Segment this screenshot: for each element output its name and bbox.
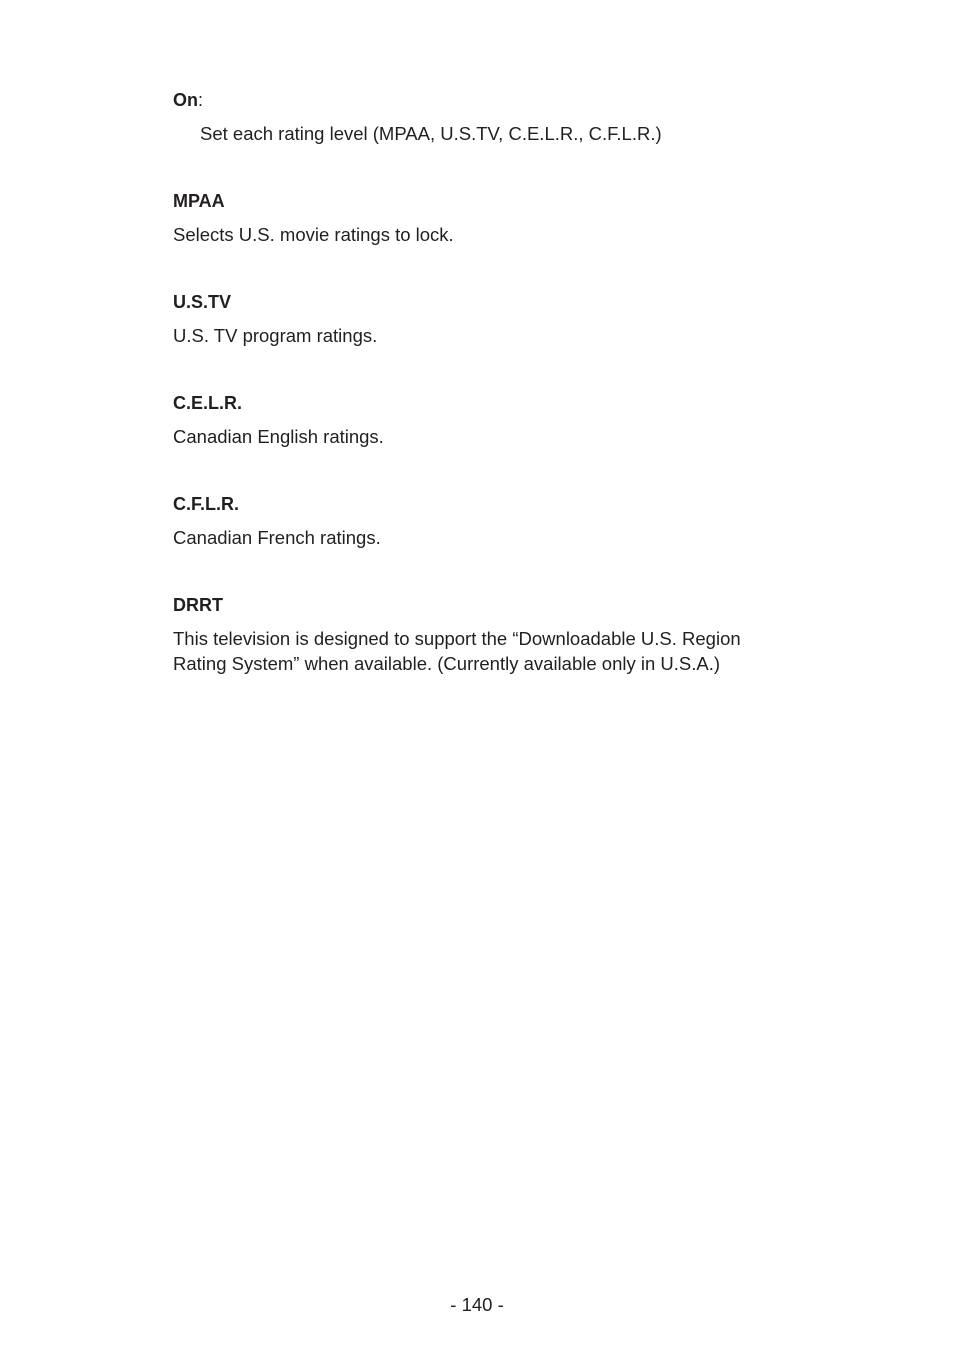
ustv-heading: U.S.TV: [173, 292, 232, 312]
celr-description: Canadian English ratings.: [173, 426, 384, 447]
drrt-heading: DRRT: [173, 595, 223, 615]
on-heading: [173, 87, 793, 113]
drrt-line-2: Rating System” when available. (Currently available only in U.S.A.): [173, 653, 721, 674]
mpaa-heading: MPAA: [173, 191, 225, 211]
section-drrt: [173, 592, 793, 676]
page-number: - 140 -: [450, 1294, 504, 1315]
section-on: [173, 87, 793, 146]
on-label: On: [173, 90, 198, 110]
ustv-description: U.S. TV program ratings.: [173, 325, 378, 346]
page-content: [173, 87, 793, 718]
section-cflr: [173, 491, 793, 550]
section-celr: [173, 390, 793, 449]
on-colon: :: [198, 90, 204, 110]
celr-heading: C.E.L.R.: [173, 393, 243, 413]
cflr-heading: C.F.L.R.: [173, 494, 239, 514]
drrt-line-1: This television is designed to support the “Downloadable U.S. Region: [173, 628, 741, 649]
drrt-description: [173, 626, 793, 676]
section-mpaa: [173, 188, 793, 247]
mpaa-description: Selects U.S. movie ratings to lock.: [173, 224, 454, 245]
cflr-description: Canadian French ratings.: [173, 527, 381, 548]
section-ustv: [173, 289, 793, 348]
on-description: Set each rating level (MPAA, U.S.TV, C.E.L.R., C.F.L.R.): [200, 123, 662, 144]
